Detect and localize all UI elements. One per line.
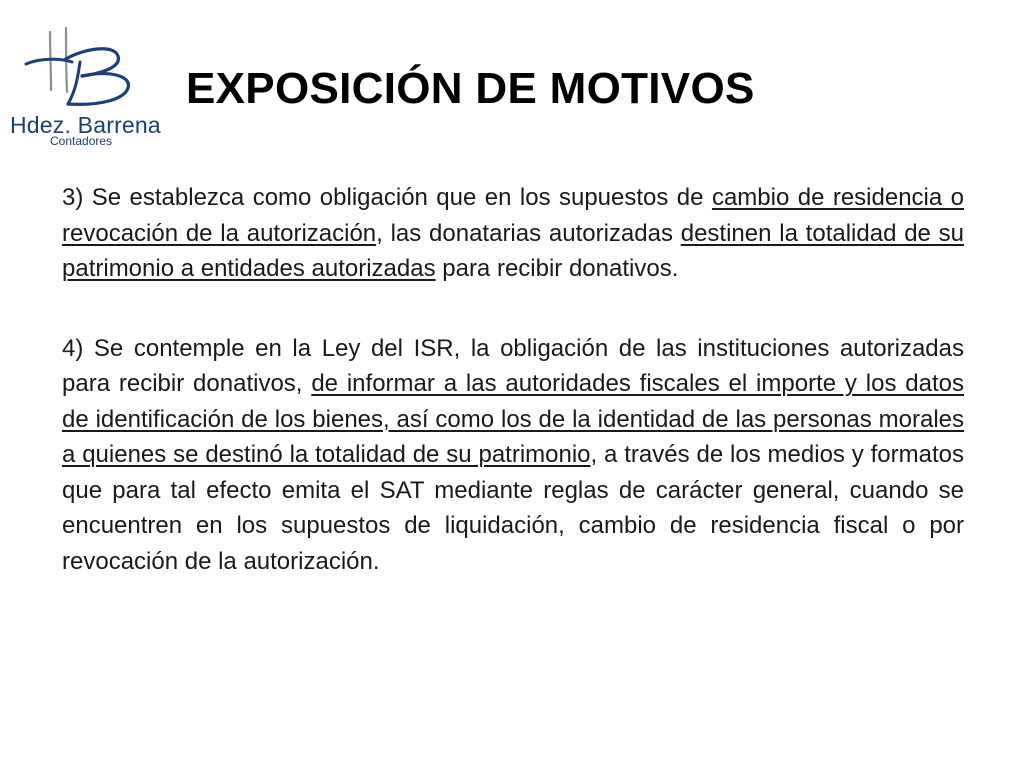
underlined-text: de informar a las autoridades fiscales el importe y los datos de identificación de los bienes, así como los de la identidad de las personas morales a quienes se destinó la totalidad de su patrimonio (62, 370, 964, 468)
paragraph-text: , a través de los medios y formatos que para tal efecto emita el SAT mediante reglas de carácter general, cuando se encuentren en los supuestos de liquidación, cambio de residencia fiscal o por revocación de la autorización. (62, 441, 965, 575)
paragraph-text: para recibir donativos. (435, 255, 679, 282)
paragraph-text: 3) Se establezca como obligación que en los supuestos de (62, 184, 712, 211)
slide-title: EXPOSICIÓN DE MOTIVOS (186, 64, 755, 113)
slide-body (62, 180, 964, 579)
logo-subtitle: Contadores (50, 134, 113, 148)
paragraph-text: 4) Se contemple en la Ley del ISR, la obligación de las instituciones autorizadas para recibir donativos, (62, 334, 964, 397)
logo-name: Hdez. Barrena (10, 112, 161, 138)
hb-monogram-icon (6, 26, 156, 126)
paragraph-4 (62, 331, 964, 580)
underlined-text: cambio de residencia o revocación de la autorización (62, 184, 965, 247)
underlined-text: destinen la totalidad de su patrimonio a entidades autorizadas (62, 219, 964, 282)
paragraph-3 (62, 180, 964, 287)
company-logo (6, 26, 161, 156)
paragraph-text: , las donatarias autorizadas (376, 219, 681, 247)
